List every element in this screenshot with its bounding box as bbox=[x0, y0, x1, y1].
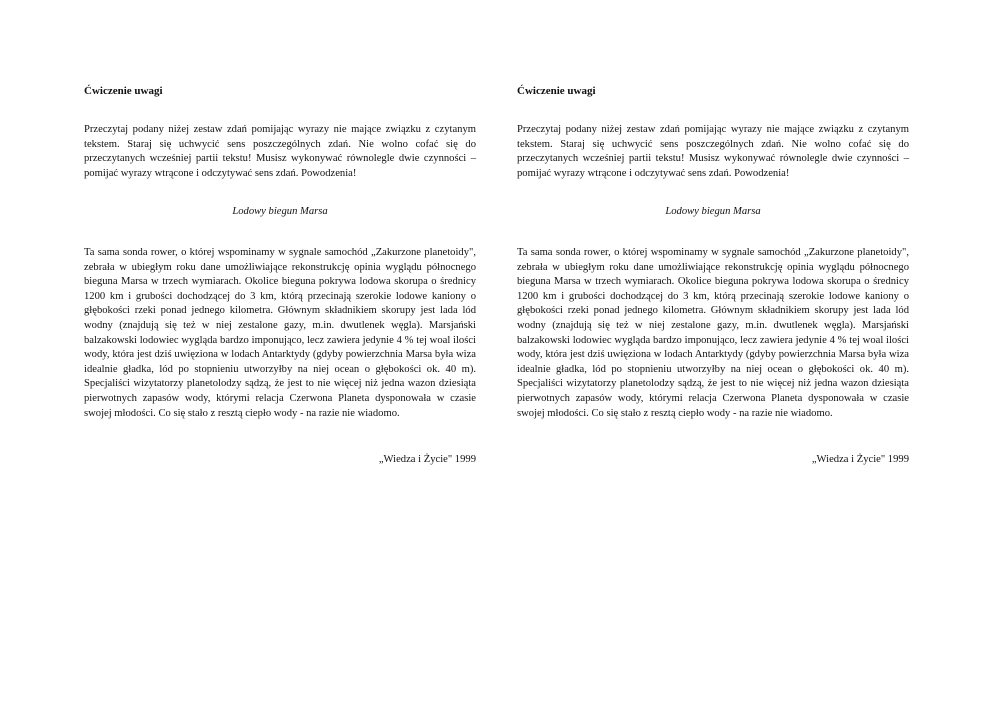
exercise-instructions: Przeczytaj podany niżej zestaw zdań pomijając wyrazy nie mające związku z czytanym tekstem. Staraj się uchwycić sens poszczególnych zdań. Nie wolno cofać się do przeczytanych wcześniej partii tekstu! Musisz wykonywać równolegle dwie czynności – pomijać wyrazy wtrącone i odczytywać sens zdań. Powodzenia! bbox=[84, 124, 476, 179]
left-column bbox=[84, 84, 476, 465]
article-body: Ta sama sonda rower, o której wspominamy w sygnale samochód „Zakurzone planetoidy", zebrała w ubiegłym roku dane umożliwiające rekonstrukcję opinia wyglądu północnego bieguna Marsa w trzech wymiarach. Okolice bieguna pokrywa lodowa skorupa o średnicy 1200 km i grubości dochodzącej do 3 km, którą przecinają szerokie lodowe kaniony o głębokości rzeki ponad jednego kilometra. Głównym składnikiem skorupy jest lada lód wodny (znajdują się też w niej zestalone gazy, m.in. dwutlenek węgla). Marsjański balzakowski lodowiec wygląda bardzo imponująco, lecz zawiera jedynie 4 % tej woal ilości wody, która jest dziś uwięziona w lodach Antarktydy (gdyby powierzchnia Marsa była wiza idealnie gładka, lód po stopnieniu utworzyłby na niej ocean o głębokości ok. 40 m). Specjaliści wizytatorzy planetolodzy sądzą, że jest to nie więcej niż jedna wazon dziesiąta pierwotnych zapasów wody, którymi relacja Czerwona Planeta dysponowała w czasie swojej młodości. Co się stało z resztą ciepło wody - na razie nie wiadomo. bbox=[84, 247, 476, 419]
exercise-instructions: Przeczytaj podany niżej zestaw zdań pomijając wyrazy nie mające związku z czytanym tekstem. Staraj się uchwycić sens poszczególnych zdań. Nie wolno cofać się do przeczytanych wcześniej partii tekstu! Musisz wykonywać równolegle dwie czynności – pomijać wyrazy wtrącone i odczytywać sens zdań. Powodzenia! bbox=[517, 124, 909, 179]
article-title: Lodowy biegun Marsa bbox=[232, 206, 328, 217]
article-source: „Wiedza i Życie" 1999 bbox=[811, 454, 909, 465]
article-title: Lodowy biegun Marsa bbox=[665, 206, 761, 217]
exercise-heading: Ćwiczenie uwagi bbox=[84, 85, 163, 97]
article-source: „Wiedza i Życie" 1999 bbox=[378, 454, 476, 465]
right-column bbox=[517, 84, 909, 465]
exercise-heading: Ćwiczenie uwagi bbox=[517, 85, 596, 97]
article-body: Ta sama sonda rower, o której wspominamy w sygnale samochód „Zakurzone planetoidy", zebrała w ubiegłym roku dane umożliwiające rekonstrukcję opinia wyglądu północnego bieguna Marsa w trzech wymiarach. Okolice bieguna pokrywa lodowa skorupa o średnicy 1200 km i grubości dochodzącej do 3 km, którą przecinają szerokie lodowe kaniony o głębokości rzeki ponad jednego kilometra. Głównym składnikiem skorupy jest lada lód wodny (znajdują się też w niej zestalone gazy, m.in. dwutlenek węgla). Marsjański balzakowski lodowiec wygląda bardzo imponująco, lecz zawiera jedynie 4 % tej woal ilości wody, która jest dziś uwięziona w lodach Antarktydy (gdyby powierzchnia Marsa była wiza idealnie gładka, lód po stopnieniu utworzyłby na niej ocean o głębokości ok. 40 m). Specjaliści wizytatorzy planetolodzy sądzą, że jest to nie więcej niż jedna wazon dziesiąta pierwotnych zapasów wody, którymi relacja Czerwona Planeta dysponowała w czasie swojej młodości. Co się stało z resztą ciepło wody - na razie nie wiadomo. bbox=[517, 247, 909, 419]
